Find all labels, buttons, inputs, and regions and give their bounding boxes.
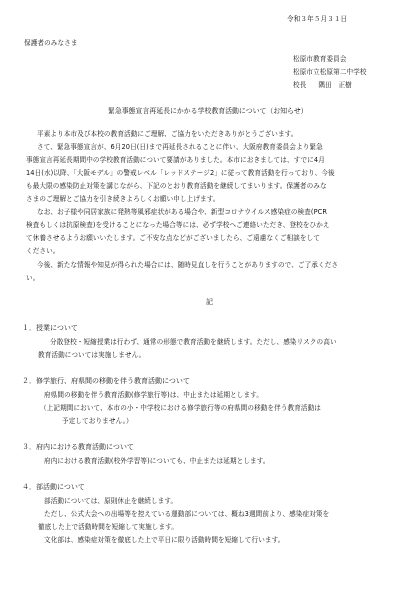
intro-line: 14日(水)以降、「大阪モデル」の警戒レベル「レッドステージ2」に従って教育活動を行っており、今後: [26, 169, 335, 177]
intro-line: い。: [26, 274, 40, 282]
section-line: 徹底した上で活動時間を短縮して実施します。: [38, 523, 179, 531]
intro-line: さまのご理解とご協力を引き続きよろしくお願い申し上げます。: [26, 195, 220, 203]
section-line: 予定しておりません。）: [62, 417, 133, 425]
issue-date: 令和３年５月３１日: [287, 15, 348, 23]
section-line: 府県間の移動を伴う教育活動(修学旅行等)は、中止または延期とします。: [44, 391, 264, 399]
ki-marker: 記: [206, 298, 213, 306]
section-line: （上記期間において、本市の小・中学校における修学旅行等の府県間の移動を伴う教育活動は: [40, 404, 322, 412]
intro-line: て休養させるようお願いいたします。ご不安な点などがございましたら、ご遠慮なくご相談をして: [26, 234, 320, 242]
section-line: 文化部は、感染症対策を徹底した上で平日に限り活動時間を短縮して行います。: [44, 536, 285, 544]
section-line: 教育活動については実施しません。: [38, 351, 146, 359]
section-heading: ２．修学旅行、府県間の移動を伴う教育活動について: [22, 377, 190, 385]
section-heading: ４．部活動について: [22, 483, 85, 491]
principal-line: [293, 82, 352, 89]
intro-line: なお、お子様や同居家族に発熱等風邪症状がある場合や、新型コロナウイルス感染症の検査(PCR: [37, 208, 328, 216]
section-heading: ３．府内における教育活動について: [22, 443, 134, 451]
intro-line: さて、緊急事態宣言が、6月20日(日)まで再延長されることに伴い、大阪府教育委員会より緊急: [37, 143, 323, 151]
intro-line: 今後、新たな情報や知見が得られた場合には、随時見直しを行うことがありますので、ご了承くださ: [37, 261, 339, 269]
intro-line: ください。: [26, 247, 60, 255]
principal-role: 校長: [293, 81, 307, 89]
section-line: 府内における教育活動(校外学習等)についても、中止または延期とします。: [44, 457, 270, 465]
intro-line: 平素より本市及び本校の教育活動にご理解、ご協力をいただきありがとうございます。: [37, 130, 298, 138]
section-line: 分散登校・短縮授業は行わず、通常の形態で教育活動を継続します。ただし、感染リスクの高い: [50, 338, 337, 346]
section-line: 部活動については、原則休止を継続します。: [44, 497, 178, 505]
issuer-board: 松原市教育委員会: [293, 55, 347, 63]
addressee: 保護者のみなさま: [24, 39, 78, 47]
intro-line: も最大限の感染防止対策を講じながら、下記のとおり教育活動を継続してまいります。保護者のみな: [26, 182, 327, 190]
section-line: ただし、公式大会への出場等を控えている運動部については、概ね3週間前より、感染症対策を: [44, 510, 330, 518]
intro-line: 事態宣言再延長期間中の学校教育活動について要請がありました。本市におきましては、すでに4月: [26, 156, 325, 164]
section-heading: １．授業について: [22, 324, 78, 332]
issuer-school: 松原市立松原第二中学校: [293, 68, 367, 76]
document-title: 緊急事態宣言再延長にかかる学校教育活動について（お知らせ）: [108, 107, 308, 115]
intro-line: 検査もしくは抗原検査)を受けることになった場合等には、必ず学校へご連絡いただき、登校をひかえ: [26, 221, 330, 229]
principal-name: 隅田 正樹: [318, 81, 352, 89]
